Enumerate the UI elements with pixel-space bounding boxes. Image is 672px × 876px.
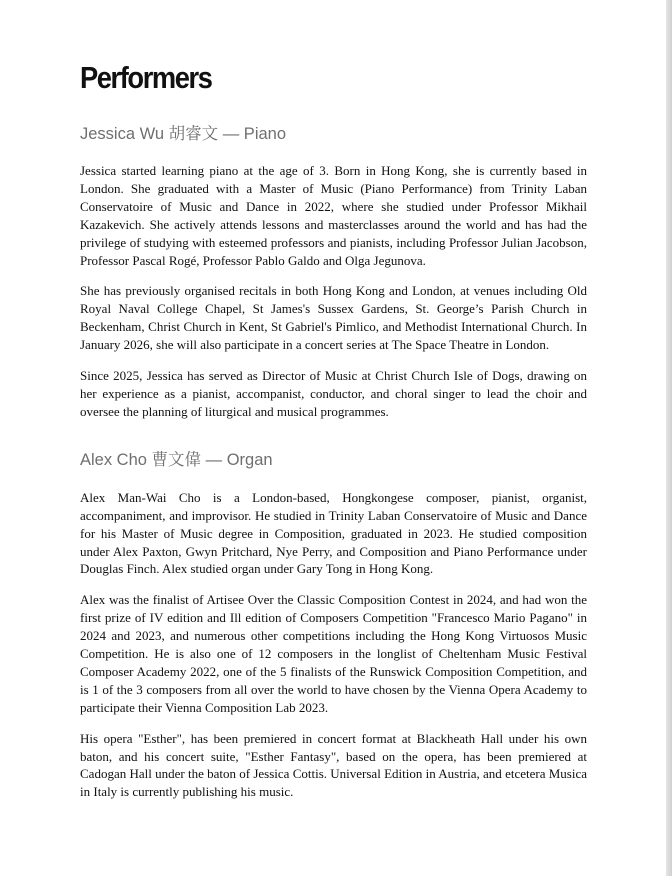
bio-paragraph: Jessica started learning piano at the age of 3. Born in Hong Kong, she is currently based in London. She graduated with a Master of Music (Piano Performance) from Trinity Laban Conservatoire of Music and Dance in 2022, where she studied under Professor Mikhail Kazakevich. She actively attends lessons and masterclasses around the world and has had the privilege of studying with esteemed professors and pianists, including Professor Julian Jacobson, Professor Pascal Rogé, Professor Pablo Galdo and Olga Jegunova. <box>80 163 587 268</box>
page-title: Performers <box>80 60 212 95</box>
bio-paragraph: Alex was the finalist of Artisee Over the Classic Composition Contest in 2024, and had won the first prize of IV edition and Ill edition of Composers Competition "Francesco Mario Pagano" in 2024 and 2023, and numerous other competitions including the Hong Kong Virtuosos Music Competition. He is also one of 12 composers in the longlist of Cheltenham Music Festival Composer Academy 2022, one of the 5 finalists of the Runswick Composition Competition, and is 1 of the 3 composers from all over the world to have chosen by the Vienna Opera Academy to participate their Vienna Composition Lab 2023. <box>80 592 587 715</box>
performer-section-alex-cho <box>80 449 587 802</box>
page-content <box>80 56 587 801</box>
performer-section-jessica-wu <box>80 123 587 421</box>
performer-heading: Alex Cho 曹文偉 — Organ <box>80 450 273 469</box>
performer-heading: Jessica Wu 胡睿文 — Piano <box>80 125 287 143</box>
page-edge-shadow <box>666 0 672 876</box>
bio-paragraph: His opera "Esther", has been premiered in concert format at Blackheath Hall under his own baton, and his concert suite, "Esther Fantasy", based on the opera, has been premiered at Cadogan Hall under the baton of Jessica Cottis. Universal Edition in Austria, and etcetera Musica in Italy is currently publishing his music. <box>80 730 587 800</box>
bio-paragraph: She has previously organised recitals in both Hong Kong and London, at venues including Old Royal Naval College Chapel, St James's Sussex Gardens, St. George’s Parish Church in Beckenham, Christ Church in Kent, St Gabriel's Pimlico, and Methodist International Church. In January 2026, she will also participate in a concert series at The Space Theatre in London. <box>80 283 587 353</box>
bio-paragraph: Since 2025, Jessica has served as Director of Music at Christ Church Isle of Dogs, drawing on her experience as a pianist, accompanist, conductor, and choral singer to lead the choir and oversee the planning of liturgical and musical programmes. <box>80 368 587 419</box>
bio-paragraph: Alex Man-Wai Cho is a London-based, Hongkongese composer, pianist, organist, accompaniment, and improvisor. He studied in Trinity Laban Conservatoire of Music and Dance for his Master of Music degree in Composition, graduated in 2023. He studied composition under Alex Paxton, Gwyn Pritchard, Nye Perry, and Composition and Piano Performance under Douglas Finch. Alex studied organ under Gary Tong in Hong Kong. <box>80 489 587 577</box>
